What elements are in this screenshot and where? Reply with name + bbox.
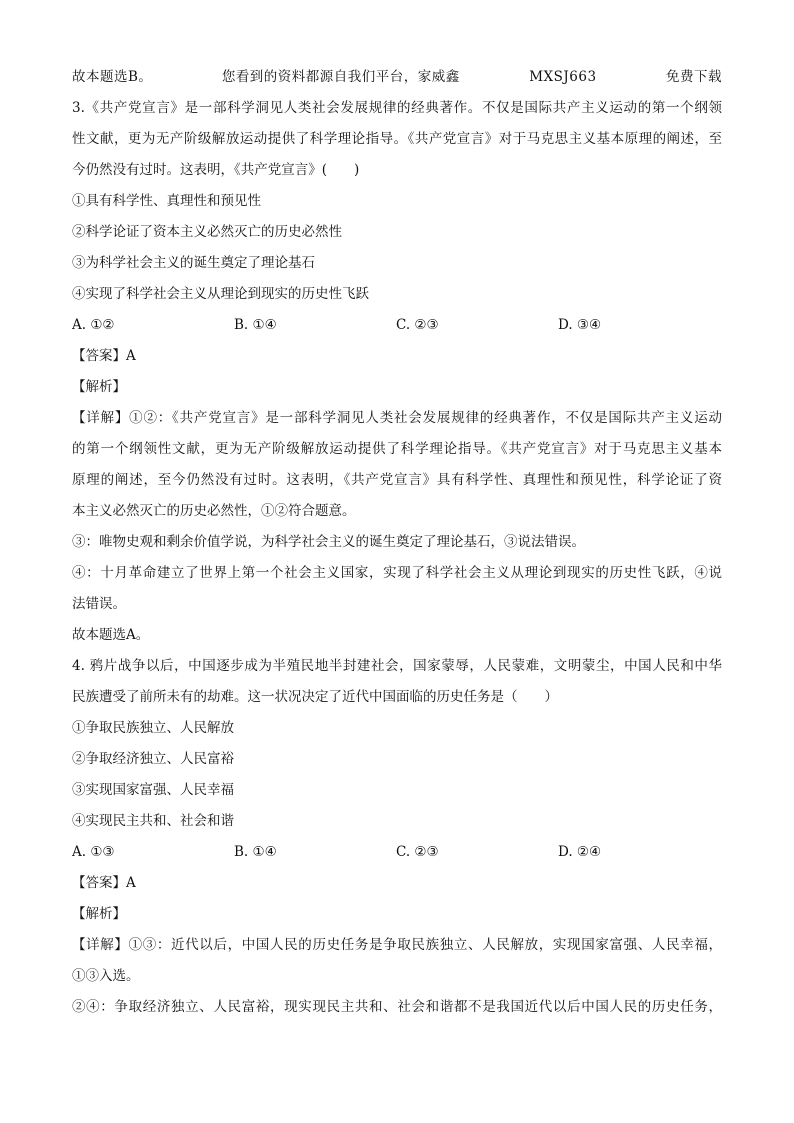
q3-stem-line-2: 性文献，更为无产阶级解放运动提供了科学理论指导。《共产党宣言》对于马克思主义基本原理的阐述，至: [72, 131, 722, 147]
q4-stem-line-2: 民族遭受了前所未有的劫难。这一状况决定了近代中国面临的历史任务是（ ）: [72, 689, 558, 705]
q3-detail-line-7: 法错误。: [72, 596, 126, 612]
q3-stem-line-3: 今仍然没有过时。这表明，《共产党宣言》( ): [72, 162, 360, 178]
q3-detail-line-4: 本主义必然灭亡的历史必然性，①②符合题意。: [72, 503, 356, 519]
header-code-text: MXSJ663: [529, 69, 597, 85]
q3-option-a: A. ①②: [72, 317, 115, 333]
q4-options: [72, 837, 722, 868]
q3-item-2: ②科学论证了资本主义必然灭亡的历史必然性: [72, 224, 342, 240]
q3-stem-line-1: 3.《共产党宣言》是一部科学洞见人类社会发展规律的经典著作。不仅是国际共产主义运动的第一个纲领: [72, 100, 722, 116]
q3-detail-line-2: 的第一个纲领性文献，更为无产阶级解放运动提供了科学理论指导。《共产党宣言》对于马克思主义基本: [72, 441, 722, 457]
q3-answer: 【答案】A: [72, 348, 136, 364]
q4-answer: 【答案】A: [72, 875, 136, 891]
q4-option-b: B. ①④: [234, 844, 277, 860]
q4-item-3: ③实现国家富强、人民幸福: [72, 782, 234, 798]
q3-detail-line-3: 原理的阐述，至今仍然没有过时。这表明，《共产党宣言》具有科学性、真理性和预见性，科学论证了资: [72, 472, 722, 488]
header-left-text: 故本题选B。: [72, 69, 153, 85]
q3-option-d: D. ③④: [558, 317, 602, 333]
q4-option-d: D. ②④: [558, 844, 602, 860]
q3-item-4: ④实现了科学社会主义从理论到现实的历史性飞跃: [72, 286, 369, 302]
q4-item-2: ②争取经济独立、人民富裕: [72, 751, 234, 767]
q3-item-1: ①具有科学性、真理性和预见性: [72, 193, 261, 209]
q3-item-3: ③为科学社会主义的诞生奠定了理论基石: [72, 255, 315, 271]
q4-item-4: ④实现民主共和、社会和谐: [72, 813, 234, 829]
q4-stem-line-1: 4. 鸦片战争以后，中国逐步成为半殖民地半封建社会，国家蒙辱，人民蒙难，文明蒙尘，中国人民和中华: [72, 658, 722, 674]
q3-option-c: C. ②③: [396, 317, 439, 333]
q4-detail-line-3: ②④：争取经济独立、人民富裕，现实现民主共和、社会和谐都不是我国近代以后中国人民的历史任务，: [72, 999, 722, 1015]
q3-conclusion: 故本题选A。: [72, 627, 150, 643]
q3-detail-line-1: 【详解】①②：《共产党宣言》是一部科学洞见人类社会发展规律的经典著作，不仅是国际共产主义运动: [72, 410, 722, 426]
header-right-text: 免费下载: [665, 69, 722, 85]
q3-detail-line-6: ④：十月革命建立了世界上第一个社会主义国家，实现了科学社会主义从理论到现实的历史性飞跃，④说: [72, 565, 722, 581]
q4-detail-line-2: ①③入选。: [72, 968, 140, 984]
header-watermark-line: [72, 62, 722, 93]
document-page: [72, 62, 722, 1023]
q4-option-c: C. ②③: [396, 844, 439, 860]
q3-detail-line-5: ③：唯物史观和剩余价值学说，为科学社会主义的诞生奠定了理论基石，③说法错误。: [72, 534, 585, 550]
q4-option-a: A. ①③: [72, 844, 115, 860]
q3-options: [72, 310, 722, 341]
q4-item-1: ①争取民族独立、人民解放: [72, 720, 234, 736]
header-middle-text: 您看到的资料都源自我们平台，家威鑫: [221, 69, 460, 85]
q3-analysis-heading: 【解析】: [72, 379, 126, 395]
q4-analysis-heading: 【解析】: [72, 906, 126, 922]
q3-option-b: B. ①④: [234, 317, 277, 333]
q4-detail-line-1: 【详解】①③：近代以后，中国人民的历史任务是争取民族独立、人民解放，实现国家富强、人民幸福，: [72, 937, 722, 953]
